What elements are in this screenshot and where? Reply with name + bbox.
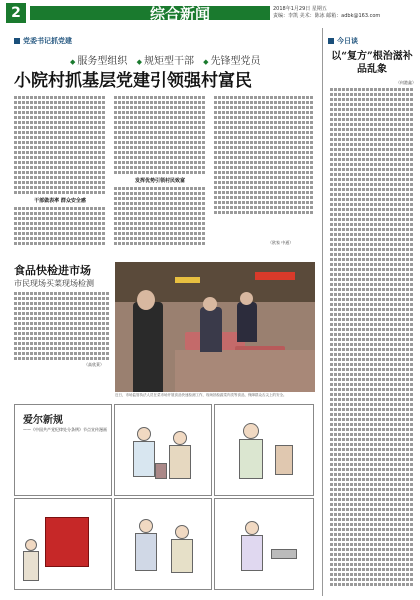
- cartoon-strip: [14, 404, 314, 590]
- food-headline: 食品快检进市场: [14, 264, 91, 277]
- cartoon-panel-1: [14, 404, 112, 496]
- lead-column-2: [114, 96, 206, 246]
- column-divider: [322, 28, 323, 596]
- cartoon-panel-2: [114, 404, 212, 496]
- cartoon-panel-4: [14, 498, 112, 590]
- right-section-label: 今日谈: [328, 36, 358, 46]
- cartoon-panel-5: [114, 498, 212, 590]
- lead-headline: 小院村抓基层党建引领强村富民: [14, 71, 252, 91]
- cartoon-panel-6: [214, 498, 314, 590]
- food-author: （高欣莱）: [84, 362, 104, 367]
- lead-author: （欧家 中通）: [268, 240, 294, 245]
- cartoon-title: 爱尔新规: [23, 415, 63, 426]
- photo-caption: 近日，市场监管执法人员在菜市场开展食品快速检测工作，现场抽检蔬菜肉类等食品，保障群众舌尖上的安全。: [115, 393, 287, 397]
- page-number: 2: [6, 3, 26, 23]
- lead-body: [14, 96, 314, 246]
- section-title: 综合新闻: [150, 5, 211, 23]
- lead-subhead-1: 干部做表率 群众安全感: [34, 198, 86, 204]
- kicker-1: ◆ 服务型组织: [70, 56, 127, 67]
- food-body: [14, 292, 110, 362]
- date-line: 2018年1月29日 星期五: [273, 6, 327, 12]
- right-author: （何港鑫）: [396, 80, 416, 85]
- right-body: [330, 88, 414, 593]
- kicker-3: ◆ 先锋型党员: [203, 56, 260, 67]
- cartoon-panel-3: [214, 404, 314, 496]
- editor-line: 责编：李凯 美术：陈冰 邮箱：adbk@163.com: [273, 13, 381, 19]
- lead-column-3: [214, 96, 314, 246]
- lead-kickers: [70, 52, 300, 67]
- right-headline: 以“复方”根治滋补品乱象: [331, 51, 413, 75]
- lead-column-1: [14, 96, 106, 246]
- cartoon-caption: ——《中国共产党纪律处分条例》节点宣传漫画: [23, 427, 107, 432]
- food-subheadline: 市民现场买菜现场检测: [14, 279, 94, 288]
- lead-subhead-2: 发挥优势引领村民致富: [134, 178, 185, 184]
- header-date-block: [270, 5, 420, 21]
- kicker-2: ◆ 规矩型干部: [137, 56, 194, 67]
- lead-section-label: 党委书记抓党建: [14, 36, 72, 46]
- market-photo: [115, 262, 315, 392]
- masthead: [0, 0, 420, 26]
